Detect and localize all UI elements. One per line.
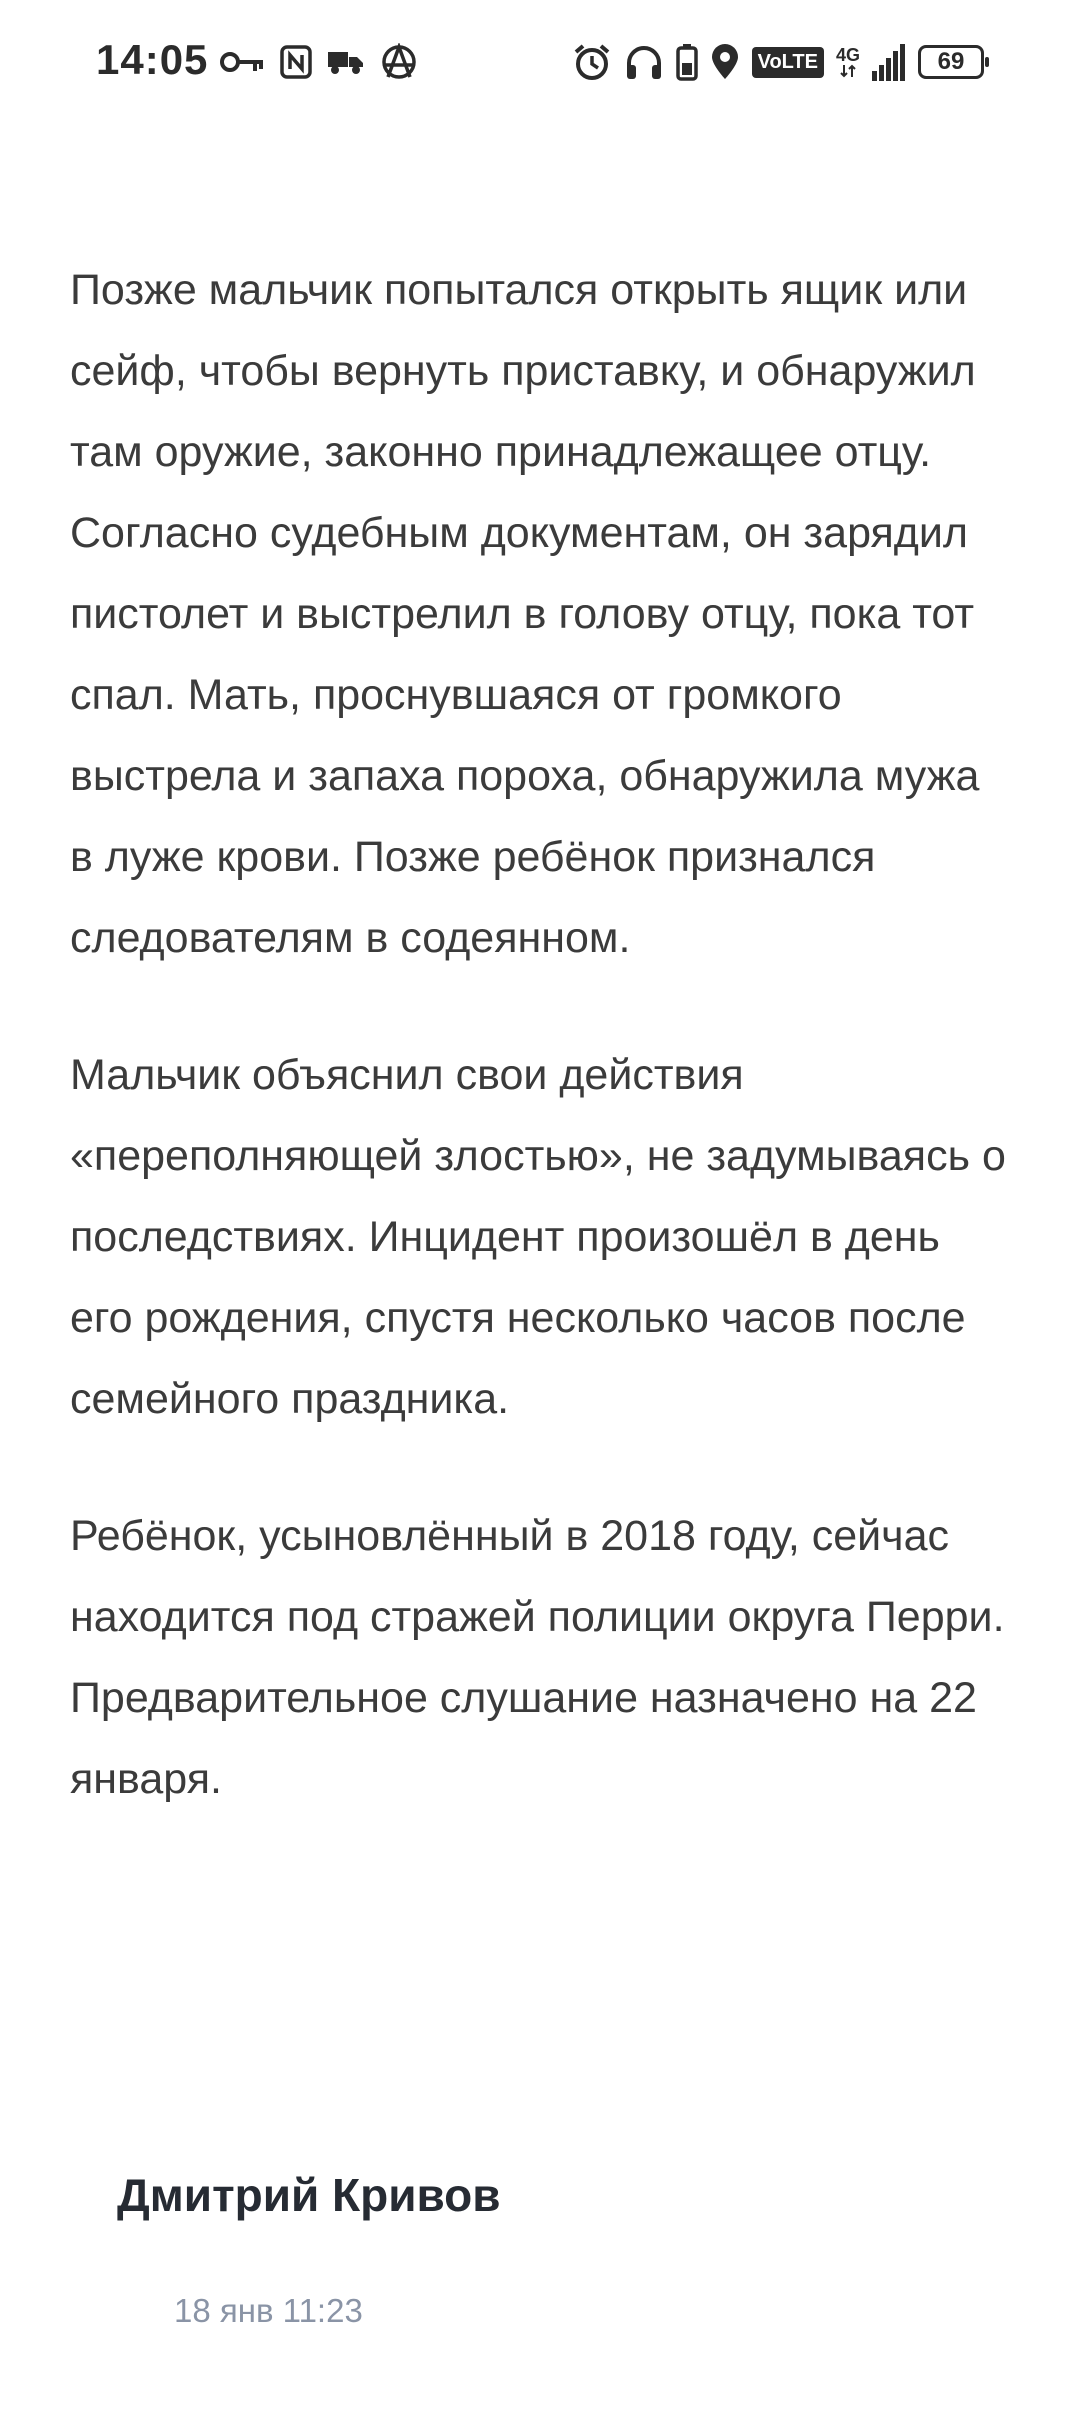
signal-icon — [872, 43, 906, 81]
status-left-icons — [220, 40, 418, 84]
article-paragraph-2: Мальчик объяснил свои действия «переполняющей злостью», не задумываясь о последствиях. Инцидент произошёл в день его рождения, спустя несколько часов после семейного праздника. — [70, 1051, 1006, 1423]
key-icon — [220, 47, 264, 77]
volte-icon: VoLTE — [752, 47, 824, 78]
status-right-icons — [572, 40, 984, 84]
location-icon — [710, 43, 740, 81]
truck-icon — [328, 49, 364, 75]
battery-icon — [918, 45, 984, 79]
article-paragraph-1: Позже мальчик попытался открыть ящик или сейф, чтобы вернуть приставку, и обнаружил там оружие, законно принадлежащее отцу. Согласно судебным документам, он зарядил пистолет и выстрелил в голову отцу, пока тот спал. Мать, проснувшаяся от громкого выстрела и запаха пороха, обнаружила мужа в луже крови. Позже ребёнок признался следователям в содеянном. — [70, 266, 980, 962]
author-block[interactable] — [117, 2168, 501, 2222]
alarm-icon — [572, 42, 612, 82]
author-name[interactable]: Дмитрий Кривов — [117, 2169, 501, 2221]
article-paragraph-3: Ребёнок, усыновлённый в 2018 году, сейчас находится под стражей полиции округа Перри. Предварительное слушание назначено на 22 января. — [70, 1512, 1005, 1803]
network-label: 4G — [835, 45, 860, 65]
post-date: 18 янв 11:23 — [174, 2292, 363, 2329]
nfc-icon — [280, 45, 312, 79]
headphones-icon — [624, 43, 664, 81]
status-bar — [0, 0, 1080, 130]
anarchy-icon — [380, 43, 418, 81]
network-type-label — [836, 46, 860, 78]
status-time: 14:05 — [96, 36, 209, 83]
battery-level: 69 — [937, 48, 965, 75]
battery-small-icon — [676, 43, 698, 81]
article-body — [70, 250, 1010, 1876]
